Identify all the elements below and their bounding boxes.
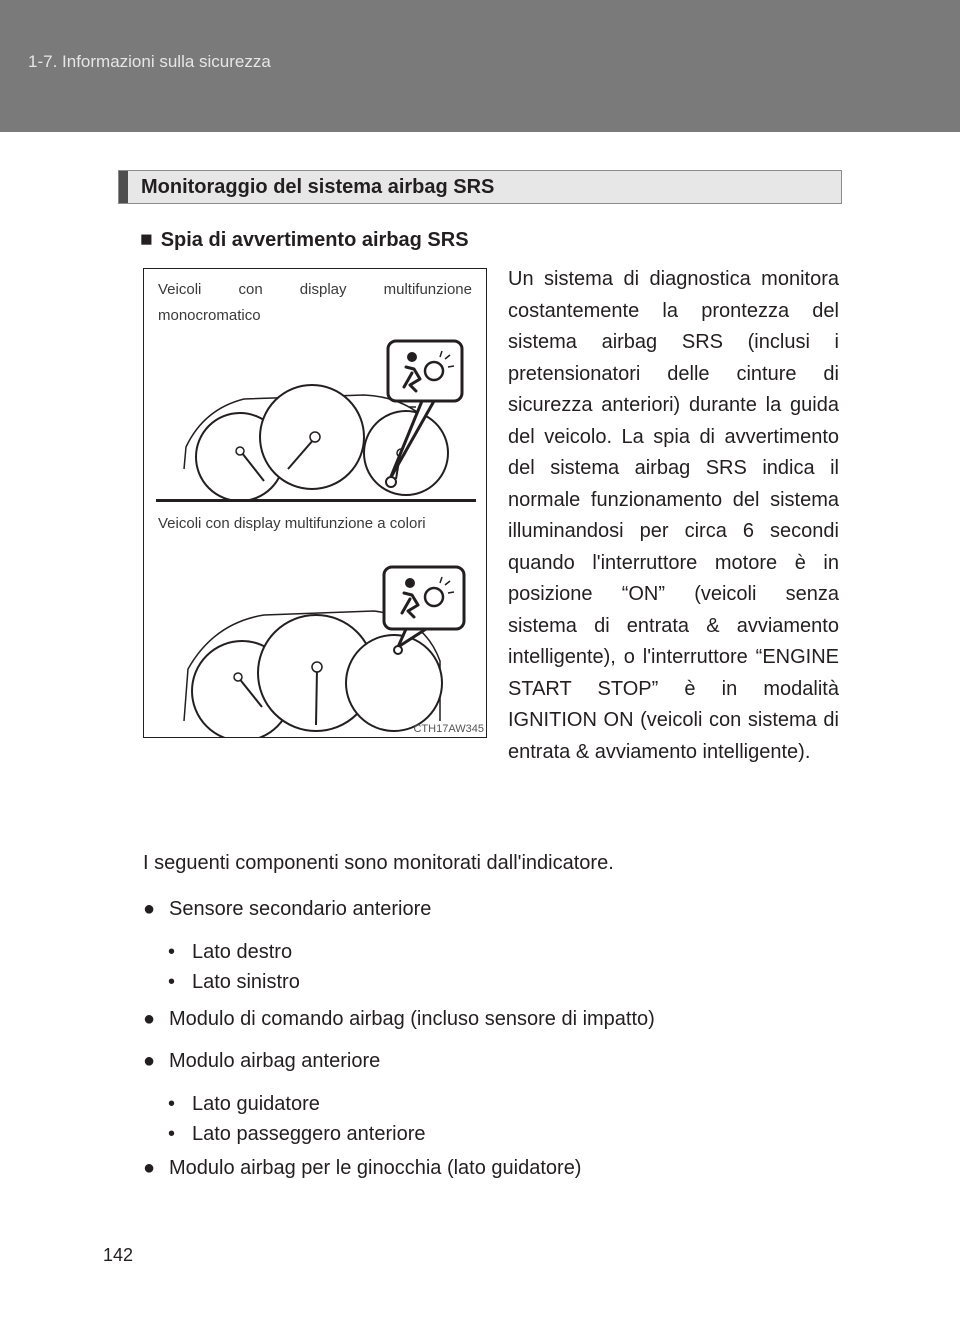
component-subitem: • Lato passeggero anteriore <box>168 1123 426 1145</box>
sub-bullet-icon: • <box>168 1123 176 1145</box>
section-accent <box>119 171 128 203</box>
component-subitem: • Lato sinistro <box>168 971 300 993</box>
figure-instrument-cluster <box>143 268 487 738</box>
sub-bullet-icon: • <box>168 1093 176 1115</box>
subheading <box>140 228 469 252</box>
component-label: Modulo airbag anteriore <box>169 1050 381 1072</box>
figure-divider <box>156 499 476 502</box>
bullet-dot-icon: ● <box>143 1157 156 1179</box>
square-bullet-icon: ■ <box>140 228 153 251</box>
header-band <box>0 0 960 132</box>
bullet-dot-icon: ● <box>143 898 156 920</box>
component-subitem: • Lato guidatore <box>168 1093 320 1115</box>
component-subitem: • Lato destro <box>168 941 293 963</box>
bullet-dot-icon: ● <box>143 1050 156 1072</box>
components-intro: I seguenti componenti sono monitorati dall'indicatore. <box>143 852 614 874</box>
section-title: Monitoraggio del sistema airbag SRS <box>141 176 495 198</box>
component-label: Modulo airbag per le ginocchia (lato guidatore) <box>169 1157 582 1179</box>
component-label: Sensore secondario anteriore <box>169 898 432 920</box>
sub-bullet-icon: • <box>168 941 176 963</box>
component-label: Modulo di comando airbag (incluso sensore di impatto) <box>169 1008 655 1030</box>
description-paragraph: Un sistema di diagnostica monitora costantemente la prontezza del sistema airbag SRS (inclusi i pretensionatori delle cinture di sicurezza anteriori) durante la guida del veicolo. La spia di avvertimento del sistema airbag SRS indica il normale funzionamento del sistema illuminandosi per circa 6 secondi quando l'interruttore motore è in posizione “ON” (veicoli senza sistema di entrata & avviamento intelligente), o l'interruttore “ENGINE START STOP” è in modalità IGNITION ON (veicoli con sistema di entrata & avviamento intelligente). <box>508 268 839 763</box>
subheading-text: Spia di avvertimento airbag SRS <box>160 229 469 251</box>
caption-monochrome: Veicoli con display multifunzione monocromatico <box>158 281 472 324</box>
bullet-dot-icon: ● <box>143 1008 156 1030</box>
figure-code: CTH17AW345 <box>413 723 484 735</box>
section-title-bar <box>118 170 842 204</box>
page-number: 142 <box>103 1245 134 1265</box>
caption-color: Veicoli con display multifunzione a colori <box>158 515 426 532</box>
component-item <box>143 1008 655 1031</box>
cluster-color-illustration <box>144 561 488 737</box>
chapter-header: 1-7. Informazioni sulla sicurezza <box>28 52 271 71</box>
component-item <box>143 898 431 921</box>
component-item <box>143 1157 581 1180</box>
cluster-mono-illustration <box>144 329 488 499</box>
component-item <box>143 1050 380 1073</box>
sub-bullet-icon: • <box>168 971 176 993</box>
